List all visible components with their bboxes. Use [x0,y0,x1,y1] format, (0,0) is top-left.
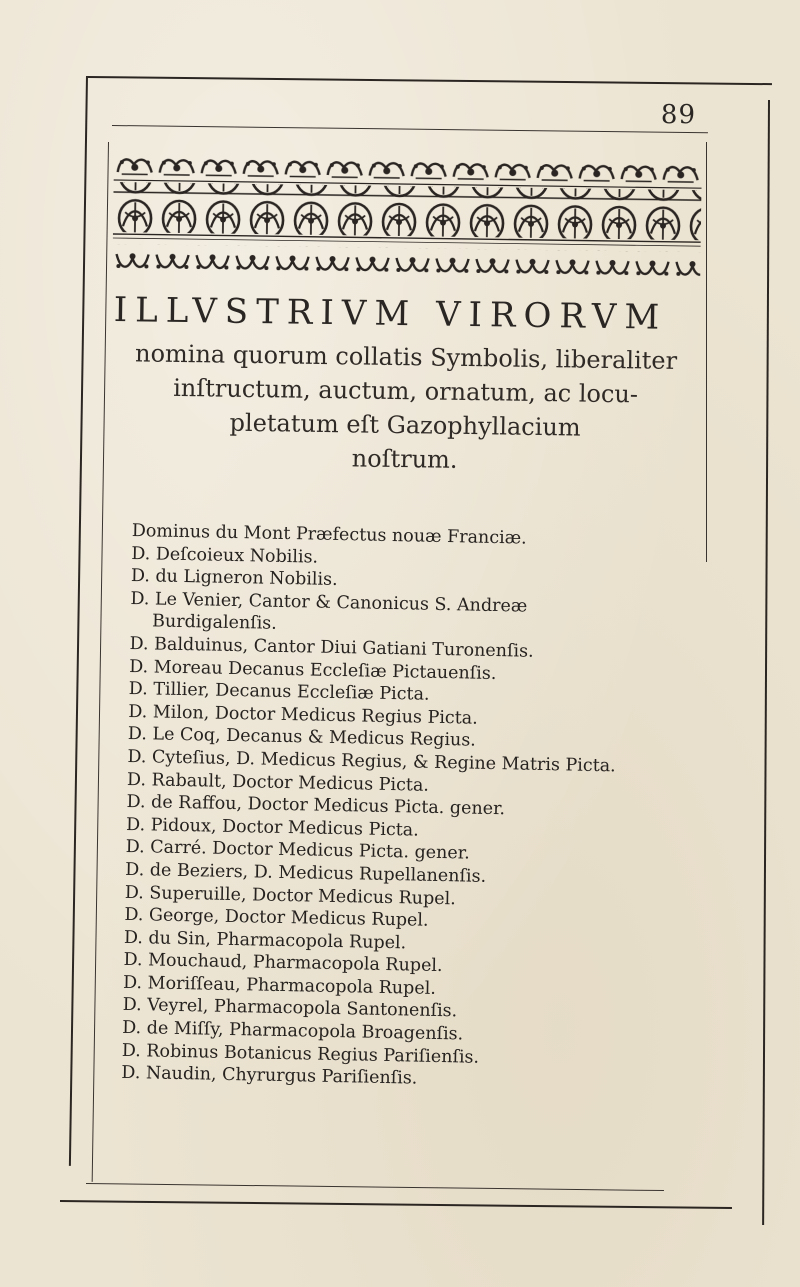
list-item: D. Carré. Doctor Medicus Picta. gener. [125,837,470,864]
list-item: D. Moreau Decanus Eccleſiæ Pictauenſis. [128,656,497,684]
list-item: D. Naudin, Chyrurgus Pariſienſis. [121,1063,418,1089]
list-item: D. Moriſſeau, Pharmacopola Rupel. [122,972,437,999]
subtitle-line: nomina quorum collatis Symbolis, liberaliter [134,339,678,375]
heading-block [109,290,701,480]
list-item: D. de Beziers, D. Medicus Rupellanenſis. [125,859,487,887]
list-item: D. Pidoux, Doctor Medicus Picta. [125,814,419,841]
list-item: D. de Miſſy, Pharmacopola Broagenſis. [122,1017,464,1045]
outer-frame-bottom [60,1200,732,1209]
inner-frame-bottom [86,1183,664,1191]
list-item: D. Robinus Botanicus Regius Pariſienſis. [121,1040,480,1068]
list-item: D. Superuille, Doctor Medicus Rupel. [124,882,456,909]
list-item: D. du Sin, Pharmacopola Rupel. [123,927,407,954]
list-item: D. Cyteſius, D. Medicus Regius, & Regine Matris Picta. [127,746,616,777]
inner-frame-top [112,125,708,133]
list-item: D. George, Doctor Medicus Rupel. [124,905,429,931]
list-item: D. Le Venier, Cantor & Canonicus S. Andreæ [130,588,528,617]
names-list [121,520,692,1095]
list-item: D. Milon, Doctor Medicus Regius Picta. [128,701,478,729]
inner-frame-right [706,142,707,562]
page-number: 89 [660,100,696,130]
list-item: D. Balduinus, Cantor Diui Gatiani Turonenſis. [129,633,534,662]
page-title: ILLVSTRIVM VIRORVM [113,290,668,338]
subtitle-line: pletatum eſt Gazophyllacium [229,408,581,442]
outer-frame-left [69,76,88,1166]
list-item: Dominus du Mont Præfectus nouæ Franciæ. [131,520,527,549]
list-item: D. Deſcoieux Nobilis. [131,543,319,568]
list-item: D. Tillier, Decanus Eccleſiæ Picta. [128,679,430,705]
subtitle-line: inſtructum, auctum, ornatum, ac locu- [173,373,639,409]
list-item: D. Veyrel, Pharmacopola Santonenſis. [122,995,458,1022]
list-item: D. de Raffou, Doctor Medicus Picta. gener. [126,792,506,820]
outer-frame-right [762,100,770,1225]
outer-frame-top [88,76,772,85]
subtitle-line: noſtrum. [351,444,458,474]
list-item: D. du Ligneron Nobilis. [130,566,338,591]
ornamental-headpiece-icon [112,152,702,288]
list-item-continuation: Burdigalenſis. [151,611,278,635]
page-subtitle [109,336,701,480]
inner-frame-left [92,142,109,1182]
list-item: D. Rabault, Doctor Medicus Picta. [126,769,430,796]
list-item: D. Mouchaud, Pharmacopola Rupel. [123,950,443,977]
list-item: D. Le Coq, Decanus & Medicus Regius. [127,724,477,751]
